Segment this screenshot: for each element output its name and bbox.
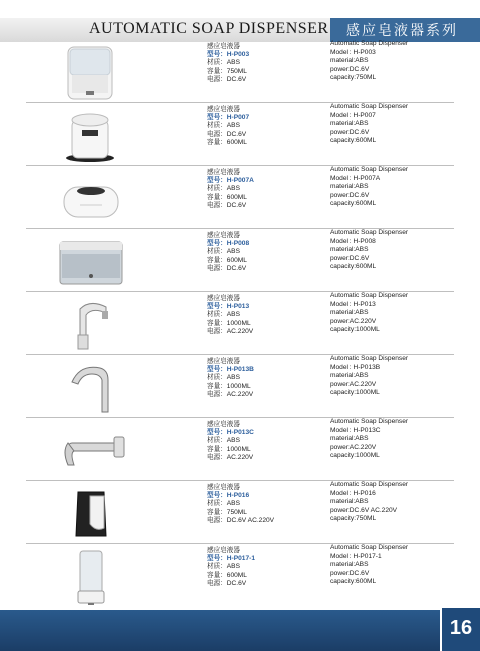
spec-line: 材质：ABS (207, 248, 240, 256)
spec-line: power:AC.220V (330, 380, 377, 388)
spec-line: material:ABS (330, 498, 369, 505)
spec-line: 容量：600ML (207, 571, 247, 579)
model-cn: 型号：H-P013C (207, 429, 254, 437)
spec-line: power:AC.220V (330, 443, 377, 451)
spec-line: 容量：1000ML (207, 382, 251, 390)
model-cn: 型号：H-P013B (207, 366, 254, 374)
spec-line: material:ABS (330, 372, 369, 379)
chinese-spec-block (207, 43, 249, 84)
product-name-cn: 感应皂液器 (207, 421, 240, 428)
spec-line: Model : H-P013B (330, 363, 381, 371)
spec-line: 电源：AC.220V (207, 453, 254, 461)
spec-line: 容量：1000ML (207, 445, 251, 453)
deck-faucet-dispenser-icon (50, 295, 140, 352)
spec-line: power:DC.6V (330, 254, 370, 262)
chinese-spec-block (207, 547, 255, 588)
chinese-spec-block (207, 484, 274, 525)
product-name-cn: 感应皂液器 (207, 169, 240, 176)
product-name-cn: 感应皂液器 (207, 106, 240, 113)
product-row (0, 229, 480, 292)
model-cn: 型号：H-P013 (207, 303, 250, 311)
spec-line: capacity:600ML (330, 137, 377, 144)
spec-line: material:ABS (330, 435, 369, 442)
tall-clear-dispenser-icon (50, 547, 140, 604)
spec-line: capacity:1000ML (330, 389, 380, 396)
spec-line: material:ABS (330, 183, 369, 190)
spec-line: 材质：ABS (207, 185, 240, 193)
spec-line: 电源：DC.6V AC.220V (207, 516, 275, 524)
black-dispenser-icon (50, 484, 140, 541)
spec-line: power:DC.6V (330, 65, 370, 73)
spec-line: power:DC.6V (330, 128, 370, 136)
spec-line: material:ABS (330, 57, 369, 64)
model-cn: 型号：H-P008 (207, 240, 250, 248)
spec-line: Automatic Soap Dispenser (330, 292, 409, 299)
spec-line: Automatic Soap Dispenser (330, 166, 409, 173)
chinese-spec-block (207, 295, 253, 336)
spec-line: 材质：ABS (207, 311, 240, 319)
spec-line: 容量：1000ML (207, 319, 251, 327)
spec-line: 材质：ABS (207, 437, 240, 445)
english-spec-block (330, 418, 408, 461)
page-title-chinese: 感应皂液器系列 (330, 18, 480, 42)
spec-line: material:ABS (330, 561, 369, 568)
english-spec-block (330, 229, 408, 272)
round-dispenser-icon (50, 169, 140, 226)
spec-line: Automatic Soap Dispenser (330, 103, 409, 110)
product-row (0, 103, 480, 166)
spec-line: material:ABS (330, 309, 369, 316)
page-title: AUTOMATIC SOAP DISPENSER (89, 20, 329, 37)
model-cn: 型号：H-P016 (207, 492, 250, 500)
spec-line: 电源：DC.6V (207, 264, 247, 272)
spec-line: Model : H-P017-1 (330, 552, 382, 560)
chinese-spec-block (207, 232, 249, 273)
spec-line: 容量：600ML (207, 138, 247, 146)
spec-line: 电源：DC.6V (207, 201, 247, 209)
spec-line: power:DC.6V (330, 569, 370, 577)
product-name-cn: 感应皂液器 (207, 547, 240, 554)
spec-line: power:AC.220V (330, 317, 377, 325)
product-name-cn: 感应皂液器 (207, 295, 240, 302)
spec-line: Automatic Soap Dispenser (330, 355, 409, 362)
spec-line: Model : H-P013 (330, 300, 376, 308)
tank-dispenser-icon (50, 232, 140, 289)
model-cn: 型号：H-P017-1 (207, 555, 256, 563)
spec-line: capacity:600ML (330, 578, 377, 585)
spec-line: 容量：750ML (207, 67, 247, 75)
spec-line: material:ABS (330, 120, 369, 127)
spec-line: Automatic Soap Dispenser (330, 481, 409, 488)
spec-line: 材质：ABS (207, 563, 240, 571)
spec-line: power:DC.6V (330, 191, 370, 199)
spec-line: 电源：AC.220V (207, 390, 254, 398)
model-cn: 型号：H-P007 (207, 114, 250, 122)
spec-line: 容量：750ML (207, 508, 247, 516)
english-spec-block (330, 292, 408, 335)
model-cn: 型号：H-P007A (207, 177, 254, 185)
spec-line: 容量：600ML (207, 256, 247, 264)
spec-line: Automatic Soap Dispenser (330, 418, 409, 425)
chinese-spec-block (207, 169, 254, 210)
product-row (0, 292, 480, 355)
chinese-spec-block (207, 358, 254, 399)
product-name-cn: 感应皂液器 (207, 484, 240, 491)
product-row (0, 40, 480, 103)
product-row (0, 544, 480, 607)
spec-line: Model : H-P007A (330, 174, 381, 182)
spec-line: Automatic Soap Dispenser (330, 544, 409, 551)
wall-mounted-dispenser-icon (50, 43, 140, 100)
product-name-cn: 感应皂液器 (207, 232, 240, 239)
spec-line: Model : H-P008 (330, 237, 376, 245)
spec-line: Model : H-P013C (330, 426, 381, 434)
spec-line: 电源：DC.6V (207, 75, 247, 83)
spec-line: Automatic Soap Dispenser (330, 229, 409, 236)
spec-line: 电源：AC.220V (207, 327, 254, 335)
curved-spout-dispenser-icon (50, 358, 140, 415)
spec-line: capacity:750ML (330, 74, 377, 81)
spec-line: capacity:600ML (330, 200, 377, 207)
spec-line: capacity:1000ML (330, 452, 380, 459)
spec-line: Model : H-P016 (330, 489, 376, 497)
spec-line: capacity:600ML (330, 263, 377, 270)
product-row (0, 418, 480, 481)
spec-line: capacity:1000ML (330, 326, 380, 333)
footer-bar (0, 610, 440, 651)
product-row (0, 481, 480, 544)
spec-line: power:DC.6V AC.220V (330, 506, 398, 514)
chinese-spec-block (207, 106, 249, 147)
spec-line: 材质：ABS (207, 374, 240, 382)
english-spec-block (330, 40, 408, 83)
english-spec-block (330, 103, 408, 146)
countertop-dispenser-icon (50, 106, 140, 163)
spec-line: 电源：DC.6V (207, 579, 247, 587)
spec-line: Model : H-P007 (330, 111, 376, 119)
english-spec-block (330, 481, 408, 524)
product-row (0, 355, 480, 418)
spec-line: 材质：ABS (207, 122, 240, 130)
english-spec-block (330, 355, 408, 398)
spec-line: Model : H-P003 (330, 48, 376, 56)
chinese-spec-block (207, 421, 254, 462)
spec-line: Automatic Soap Dispenser (330, 40, 409, 47)
spec-line: 材质：ABS (207, 59, 240, 67)
product-name-cn: 感应皂液器 (207, 358, 240, 365)
english-spec-block (330, 166, 408, 209)
model-cn: 型号：H-P003 (207, 51, 250, 59)
wall-spout-dispenser-icon (50, 421, 140, 478)
spec-line: 电源：DC.6V (207, 130, 247, 138)
spec-line: 容量：600ML (207, 193, 247, 201)
english-spec-block (330, 544, 408, 587)
spec-line: material:ABS (330, 246, 369, 253)
page-number: 16 (442, 608, 480, 651)
spec-line: capacity:750ML (330, 515, 377, 522)
product-row (0, 166, 480, 229)
product-name-cn: 感应皂液器 (207, 43, 240, 50)
spec-line: 材质：ABS (207, 500, 240, 508)
